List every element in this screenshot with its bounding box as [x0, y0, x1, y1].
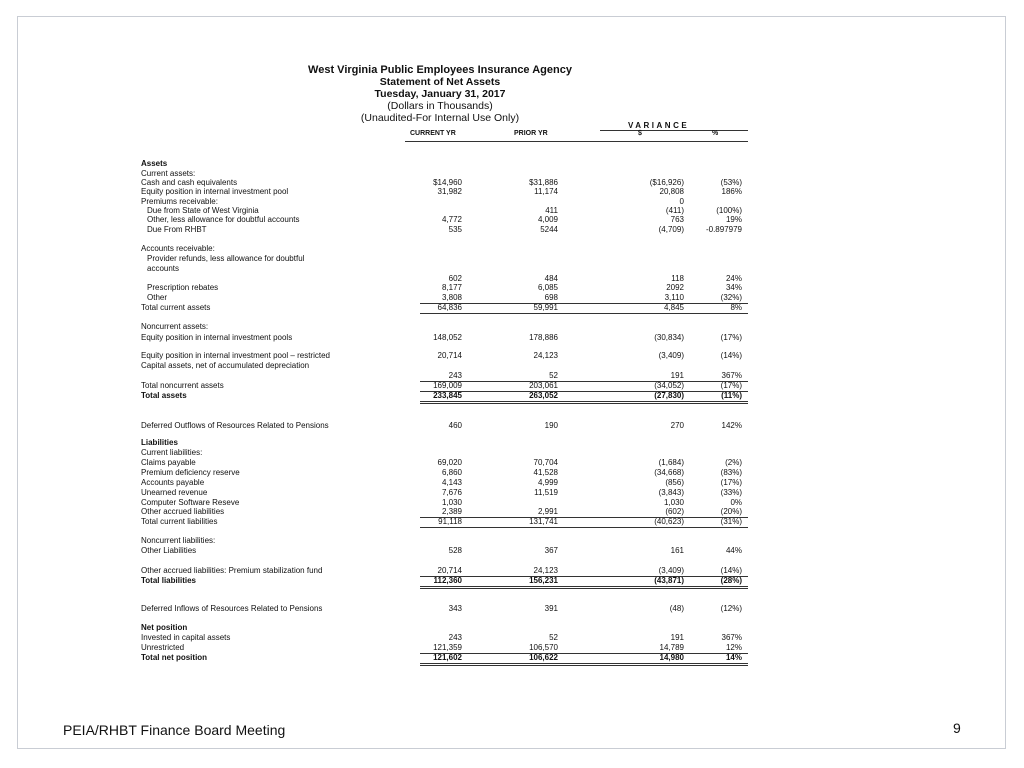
statement-title: Statement of Net Assets	[379, 76, 501, 88]
prior-yr-value: 106,570	[529, 643, 558, 652]
variance-dollar-value: 763	[670, 215, 684, 224]
table-row	[0, 566, 1024, 576]
row-label: Claims payable	[141, 458, 196, 467]
variance-dollar-value: (30,834)	[654, 333, 684, 342]
current-yr-value: 8,177	[441, 283, 462, 292]
table-row	[0, 478, 1024, 488]
current-yr-value: 243	[448, 371, 462, 380]
variance-percent-value: 24%	[725, 274, 742, 283]
row-label: Provider refunds, less allowance for doubtful	[147, 254, 305, 263]
table-row	[0, 438, 1024, 448]
variance-percent-value: 8%	[730, 303, 742, 312]
total-rule	[420, 586, 748, 587]
current-yr-value: 602	[448, 274, 462, 283]
variance-percent-value: (14%)	[720, 351, 742, 360]
variance-percent-value: (2%)	[725, 458, 742, 467]
current-yr-value: 2,389	[441, 507, 462, 516]
row-label: Total assets	[141, 391, 187, 400]
current-yr-value: 64,836	[437, 303, 462, 312]
row-label: Other Liabilities	[141, 546, 197, 555]
table-row	[0, 391, 1024, 401]
current-yr-value: 31,982	[437, 187, 462, 196]
table-row	[0, 351, 1024, 361]
variance-dollar-value: 14,980	[659, 653, 684, 662]
row-label: Noncurrent liabilities:	[141, 536, 216, 545]
table-row	[0, 507, 1024, 517]
table-row	[0, 448, 1024, 458]
variance-percent-value: (12%)	[720, 604, 742, 613]
variance-percent-value: (28%)	[720, 576, 742, 585]
variance-dollar-value: 191	[670, 371, 684, 380]
variance-percent-value: (32%)	[720, 293, 742, 302]
total-rule	[420, 527, 748, 528]
variance-dollar-value: 270	[670, 421, 684, 430]
variance-dollar-value: 20,808	[659, 187, 684, 196]
table-row	[0, 633, 1024, 643]
prior-yr-value: 2,991	[537, 507, 558, 516]
table-row	[0, 244, 1024, 254]
table-row	[0, 303, 1024, 313]
table-row	[0, 604, 1024, 614]
variance-percent-value: 367%	[721, 633, 742, 642]
table-row	[0, 623, 1024, 633]
variance-dollar-value: (4,709)	[658, 225, 684, 234]
table-row	[0, 421, 1024, 431]
table-row	[0, 159, 1024, 169]
prior-yr-value: 484	[544, 274, 558, 283]
variance-dollar-value: (43,871)	[654, 576, 684, 585]
prior-yr-value: 263,052	[529, 391, 558, 400]
table-row	[0, 517, 1024, 527]
table-row	[0, 361, 1024, 371]
prior-yr-value: 190	[544, 421, 558, 430]
prior-yr-value: 203,061	[529, 381, 558, 390]
prior-yr-value: 131,741	[529, 517, 558, 526]
table-row	[0, 293, 1024, 303]
row-label: Other, less allowance for doubtful accounts	[147, 215, 300, 224]
prior-yr-value: 178,886	[529, 333, 558, 342]
row-label: Unearned revenue	[141, 488, 208, 497]
current-yr-value: 4,772	[441, 215, 462, 224]
variance-dollar-value: 1,030	[663, 498, 684, 507]
variance-dollar-value: 2092	[666, 283, 684, 292]
row-label: Current liabilities:	[141, 448, 203, 457]
current-yr-value: 121,359	[433, 643, 462, 652]
variance-percent-value: 142%	[721, 421, 742, 430]
prior-yr-value: 24,123	[533, 566, 558, 575]
table-row	[0, 381, 1024, 391]
prior-yr-value: 24,123	[533, 351, 558, 360]
row-label: accounts	[147, 264, 180, 273]
row-label: Total current liabilities	[141, 517, 218, 526]
current-yr-value: $14,960	[433, 178, 462, 187]
row-label: Noncurrent assets:	[141, 322, 209, 331]
page-number: 9	[953, 720, 961, 736]
variance-percent-value: 367%	[721, 371, 742, 380]
table-row	[0, 254, 1024, 264]
variance-dollar-value: (34,668)	[654, 468, 684, 477]
table-row	[0, 322, 1024, 332]
current-yr-value: 20,714	[437, 351, 462, 360]
prior-yr-value: 52	[549, 633, 558, 642]
prior-yr-value: 411	[545, 206, 558, 215]
variance-dollar-value: (3,843)	[658, 488, 684, 497]
prior-yr-value: $31,886	[529, 178, 558, 187]
table-row	[0, 488, 1024, 498]
row-label: Net position	[141, 623, 188, 632]
prior-yr-value: 4,009	[537, 215, 558, 224]
row-label: Equity position in internal investment pool	[141, 187, 289, 196]
current-yr-value: 69,020	[437, 458, 462, 467]
current-yr-header: CURRENT YR	[410, 130, 456, 137]
variance-percent-value: (100%)	[716, 206, 742, 215]
row-label: Cash and cash equivalents	[141, 178, 238, 187]
prior-yr-value: 41,528	[533, 468, 558, 477]
current-yr-value: 7,676	[441, 488, 462, 497]
variance-percent-value: 34%	[725, 283, 742, 292]
current-yr-value: 460	[448, 421, 462, 430]
variance-percent-value: 14%	[725, 653, 742, 662]
variance-percent-value: (31%)	[720, 517, 742, 526]
variance-percent-value: (20%)	[720, 507, 742, 516]
table-row	[0, 264, 1024, 274]
agency-name: West Virginia Public Employees Insurance Agency	[308, 64, 572, 76]
current-yr-value: 121,602	[433, 653, 462, 662]
variance-percent-value: (17%)	[720, 333, 742, 342]
table-row	[0, 546, 1024, 556]
variance-percent-value: (17%)	[720, 381, 742, 390]
prior-yr-value: 367	[544, 546, 558, 555]
row-label: Accounts payable	[141, 478, 205, 487]
variance-dollar-value: (1,684)	[658, 458, 684, 467]
table-row	[0, 187, 1024, 197]
variance-dollar-value: (3,409)	[658, 351, 684, 360]
table-row	[0, 333, 1024, 343]
variance-percent-value: -0.897979	[705, 225, 742, 234]
variance-percent-value: 12%	[725, 643, 742, 652]
row-label: Premiums receivable:	[141, 197, 218, 206]
current-yr-value: 1,030	[441, 498, 462, 507]
current-yr-value: 91,118	[438, 517, 462, 526]
variance-dollar-value: 0	[679, 197, 684, 206]
table-row	[0, 371, 1024, 381]
variance-dollar-value: (411)	[665, 206, 684, 215]
prior-yr-value: 698	[544, 293, 558, 302]
variance-percent-value: (11%)	[721, 391, 742, 400]
prior-yr-value: 11,174	[534, 187, 558, 196]
current-yr-value: 528	[448, 546, 462, 555]
row-label: Other accrued liabilities: Premium stabilization fund	[141, 566, 323, 575]
prior-yr-value: 391	[544, 604, 558, 613]
variance-dollar-value: 118	[671, 274, 684, 283]
variance-dollar-value: (27,830)	[654, 391, 684, 400]
row-label: Total net position	[141, 653, 208, 662]
table-row	[0, 643, 1024, 653]
table-row	[0, 458, 1024, 468]
variance-percent-value: 19%	[725, 215, 742, 224]
total-rule	[420, 588, 748, 589]
dollar-header: $	[638, 130, 642, 137]
variance-heading: VARIANCE	[628, 121, 690, 130]
current-yr-value: 243	[448, 633, 462, 642]
row-label: Total noncurrent assets	[141, 381, 224, 390]
row-label: Equity position in internal investment pools	[141, 333, 293, 342]
variance-percent-value: 186%	[721, 187, 742, 196]
variance-percent-value: (14%)	[720, 566, 742, 575]
variance-dollar-value: (40,623)	[654, 517, 684, 526]
variance-dollar-value: 4,845	[663, 303, 684, 312]
variance-dollar-value: 3,110	[664, 293, 684, 302]
row-label: Equity position in internal investment pool – restricted	[141, 351, 330, 360]
variance-percent-value: (83%)	[720, 468, 742, 477]
current-yr-value: 4,143	[441, 478, 462, 487]
row-label: Computer Software Reseve	[141, 498, 240, 507]
row-label: Due From RHBT	[147, 225, 207, 234]
variance-dollar-value: (34,052)	[654, 381, 684, 390]
table-row	[0, 215, 1024, 225]
prior-yr-value: 52	[549, 371, 558, 380]
row-label: Accounts receivable:	[141, 244, 215, 253]
units-note: (Dollars in Thousands)	[387, 100, 493, 112]
variance-dollar-value: 191	[670, 633, 684, 642]
table-row	[0, 225, 1024, 235]
variance-dollar-value: (856)	[665, 478, 684, 487]
row-label: Due from State of West Virginia	[147, 206, 259, 215]
variance-percent-value: (53%)	[720, 178, 742, 187]
row-label: Deferred Inflows of Resources Related to Pensions	[141, 604, 323, 613]
current-yr-value: 535	[448, 225, 462, 234]
variance-percent-value: (17%)	[720, 478, 742, 487]
row-label: Current assets:	[141, 169, 196, 178]
percent-header: %	[712, 130, 719, 137]
current-yr-value: 20,714	[437, 566, 462, 575]
statement-date: Tuesday, January 31, 2017	[374, 88, 506, 100]
prior-yr-value: 59,991	[533, 303, 558, 312]
row-label: Other accrued liabilities	[141, 507, 225, 516]
table-row	[0, 653, 1024, 663]
current-yr-value: 112,360	[433, 576, 462, 585]
current-yr-value: 343	[448, 604, 462, 613]
variance-dollar-value: 14,789	[659, 643, 684, 652]
row-label: Other	[147, 293, 168, 302]
total-rule	[420, 313, 748, 314]
row-label: Liabilities	[141, 438, 178, 447]
row-label: Total liabilities	[141, 576, 196, 585]
row-label: Total current assets	[141, 303, 211, 312]
prior-yr-value: 5244	[540, 225, 558, 234]
variance-percent-value: 44%	[725, 546, 742, 555]
variance-dollar-value: ($16,926)	[649, 178, 684, 187]
prior-yr-value: 11,519	[534, 488, 558, 497]
current-yr-value: 169,009	[433, 381, 462, 390]
prior-yr-value: 70,704	[533, 458, 558, 467]
prior-yr-value: 156,231	[529, 576, 558, 585]
prior-yr-value: 4,999	[537, 478, 558, 487]
variance-dollar-value: (602)	[665, 507, 684, 516]
table-row	[0, 468, 1024, 478]
prior-yr-header: PRIOR YR	[514, 130, 548, 137]
audit-note: (Unaudited-For Internal Use Only)	[360, 112, 520, 124]
row-label: Deferred Outflows of Resources Related to Pensions	[141, 421, 329, 430]
row-label: Capital assets, net of accumulated depreciation	[141, 361, 310, 370]
current-yr-value: 6,860	[441, 468, 462, 477]
prior-yr-value: 106,622	[529, 653, 558, 662]
variance-percent-value: (33%)	[720, 488, 742, 497]
footer-title: PEIA/RHBT Finance Board Meeting	[63, 722, 286, 738]
current-yr-value: 233,845	[433, 391, 462, 400]
total-rule	[420, 665, 748, 666]
current-yr-value: 3,808	[441, 293, 462, 302]
variance-dollar-value: 161	[670, 546, 684, 555]
current-yr-value: 148,052	[433, 333, 462, 342]
variance-dollar-value: (3,409)	[658, 566, 684, 575]
variance-percent-value: 0%	[730, 498, 742, 507]
prior-yr-value: 6,085	[537, 283, 558, 292]
row-label: Unrestricted	[141, 643, 185, 652]
row-label: Prescription rebates	[147, 283, 219, 292]
total-rule	[420, 403, 748, 404]
row-label: Invested in capital assets	[141, 633, 231, 642]
row-label: Premium deficiency reserve	[141, 468, 240, 477]
table-row	[0, 536, 1024, 546]
table-row	[0, 283, 1024, 293]
total-rule	[420, 401, 748, 402]
row-label: Assets	[141, 159, 168, 168]
table-row	[0, 576, 1024, 586]
variance-dollar-value: (48)	[669, 604, 684, 613]
total-rule	[420, 663, 748, 664]
